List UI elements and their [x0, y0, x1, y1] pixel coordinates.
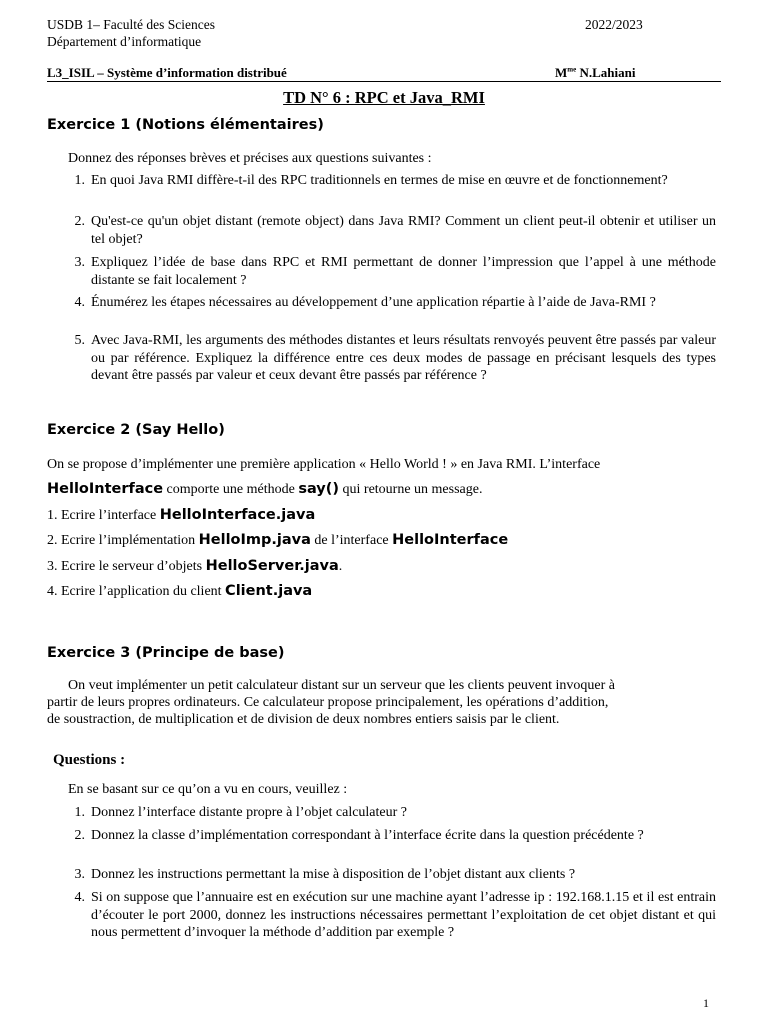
department-name: Département d’informatique — [47, 34, 202, 49]
code-interface: HelloInterface — [392, 532, 509, 548]
exercise-2-line-1: On se propose d’implémenter une première application « Hello World ! » en Java RMI. L’interface — [47, 457, 601, 472]
course-name: L3_ISIL – Système d’information distribué — [47, 65, 287, 80]
exercise-2-line-2: HelloInterface comporte une méthode say() qui retourne un message. — [47, 481, 483, 497]
page-number: 1 — [703, 996, 709, 1010]
header-rule — [47, 81, 721, 82]
exercise-3-para-line-2: partir de leurs propres ordinateurs. Ce calculateur propose principalement, les opérations d’addition, — [47, 695, 609, 710]
exercise-2-heading: Exercice 2 (Say Hello) — [47, 422, 225, 438]
code-file: Client.java — [225, 583, 313, 599]
page-title: TD N° 6 : RPC et Java_RMI — [283, 88, 485, 107]
code-file: HelloServer.java — [205, 558, 339, 574]
university-name: USDB 1– Faculté des Sciences — [47, 17, 215, 32]
exercise-3-para-line-3: de soustraction, de multiplication et de division de deux nombres entiers saisis par le client. — [47, 712, 560, 727]
academic-year: 2022/2023 — [585, 17, 643, 32]
code-file: HelloImp.java — [198, 532, 311, 548]
exercise-3-heading: Exercice 3 (Principe de base) — [47, 645, 285, 661]
teacher-name: $M^{me}$ N.Lahiani — [555, 65, 636, 80]
questions-heading: Questions : — [53, 752, 126, 768]
exercise-2-step-1: 1. Ecrire l’interface HelloInterface.java — [47, 507, 316, 523]
exercise-1-heading: Exercice 1 (Notions élémentaires) — [47, 117, 324, 133]
exercise-1-intro: Donnez des réponses brèves et précises aux questions suivantes : — [68, 151, 432, 166]
document-page: USDB 1– Faculté des Sciences Département d’informatique 2022/2023 L3_ISIL – Système d’information distribué $M^{me}$ N.Lahiani TD N° 6 : RPC et Java_RMI Exercice 1 (Notions élémentaires) Donnez des réponses brèves et précises aux questions suivantes : 1. En quoi Java RMI diffère-t-il des RPC traditionnels en termes de mise en œuvre et de fonctionnement? 2. Qu'est-ce qu'un objet distant (remote object) dans Java RMI? Comment un client peut-il obtenir et utiliser un tel objet? 3. Expliquez l’idée de base dans RPC et RMI permettant de donner l’impression que l’appel à une méthode distante se fait localement ? 4. Énumérez les étapes nécessaires au développement d’une application répartie à l’aide de Java-RMI ? 5. Avec Java-RMI, les arguments des méthodes distantes et leurs résultats renvoyés peuvent être passés par valeur ou par référence. Expliquez la différence entre ces deux modes de passage en précisant lesquels des types devant être passés par valeur et ceux devant être passés par référence ? Exercice 2 (Say Hello) On se propose d’implémenter une première application « Hello World ! » en Java RMI. L’interface HelloInterface comporte une méthode say() qui retourne un message. 1. Ecrire l’interface HelloInterface.java 2. Ecrire l’implémentation HelloImp.java de l’interface HelloInterface 3. Ecrire le serveur d’objets HelloServer.java. 4. Ecrire l’application du client Client.java Exercice 3 (Principe de base) On veut implémenter un petit calculateur distant sur un serveur que les clients peuvent invoquer à partir de leurs propres ordinateurs. Ce calculateur propose principalement, les opérations d’addition, de soustraction, de multiplication et de division de deux nombres entiers saisis par le client. Questions : En se basant sur ce qu’on a vu en cours, veuillez : 1. Donnez l’interface distante propre à l’objet calculateur ? 2. Donnez la classe d’implémentation correspondant à l’interface écrite dans la question précédente ? 3. Donnez les instructions permettant la mise à disposition de l’objet distant aux clients ? 4. Si on suppose que l’annuaire est en exécution sur une machine ayant l’adresse ip : 192.168.1.15 et il est entrain d’écouter le port 2000, donnez les instructions nécessaires permettant l’exploitation de cet objet distant et qui nous permettent d’invoquer la méthode d’addition par exemple ? 1 — [0, 0, 768, 1024]
code-hello-interface: HelloInterface — [47, 481, 164, 497]
exercise-2-step-3: 3. Ecrire le serveur d’objets HelloServer.java. — [47, 558, 343, 574]
exercise-3-intro: En se basant sur ce qu’on a vu en cours, veuillez : — [68, 782, 348, 797]
exercise-2-step-4: 4. Ecrire l’application du client Client.java — [47, 583, 313, 599]
exercise-3-para-line-1: On veut implémenter un petit calculateur distant sur un serveur que les clients peuvent invoquer à — [68, 678, 615, 693]
code-file: HelloInterface.java — [159, 507, 316, 523]
exercise-2-step-2: 2. Ecrire l’implémentation HelloImp.java de l’interface HelloInterface — [47, 532, 509, 548]
code-say-method: say() — [298, 481, 340, 497]
